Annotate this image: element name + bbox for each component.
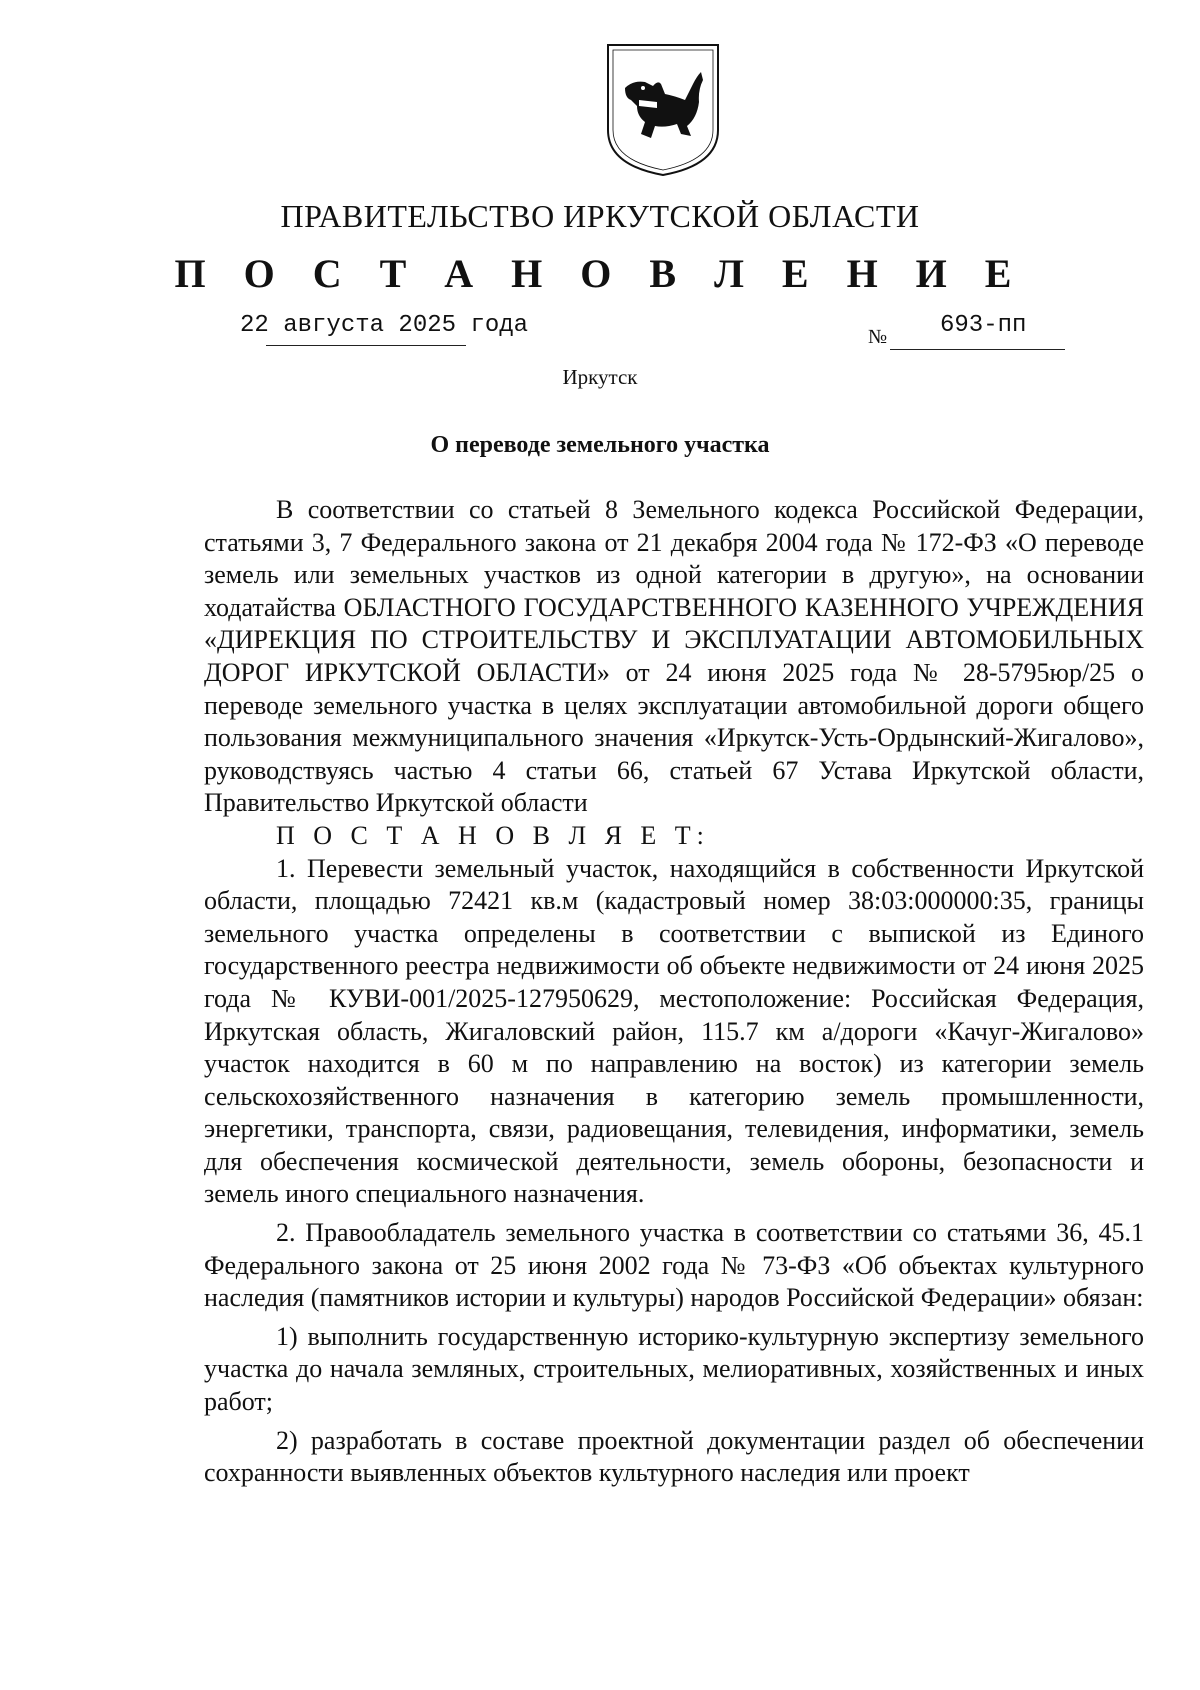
- item-1-paragraph: 1. Перевести земельный участок, находящийся в собственности Иркутской области, площадью 72421 кв.м (кадастровый номер 38:03:000000:35, границы земельного участка определены в соответствии с выпиской из Единого государственного реестра недвижимости об объекте недвижимости от 24 июня 2025 года № КУВИ-001/2025-127950629, местоположение: Российская Федерация, Иркутская область, Жигаловский район, 115.7 км а/дороги «Качуг-Жигалово» участок находится в 60 м по направлению на восток) из категории земель сельскохозяйственного назначения в категорию земель промышленности, энергетики, транспорта, связи, радиовещания, телевидения, информатики, земель для обеспечения космической деятельности, земель обороны, безопасности и земель иного специального назначения.: [204, 853, 1144, 1209]
- item-2-1-paragraph: 1) выполнить государственную историко-культурную экспертизу земельного участка до начала земляных, строительных, мелиоративных, хозяйственных и иных работ;: [204, 1321, 1144, 1417]
- number-sign: №: [868, 326, 888, 348]
- number-underline: [890, 349, 1065, 350]
- document-type: П О С Т А Н О В Л Е Н И Е: [174, 251, 1026, 296]
- date-underline: [266, 345, 466, 346]
- city: Иркутск: [562, 365, 638, 389]
- item-2-paragraph: 2. Правообладатель земельного участка в соответствии со статьями 36, 45.1 Федерального закона от 25 июня 2002 года № 73-ФЗ «Об объектах культурного наследия (памятников истории и культуры) народов Российской Федерации» обязан:: [204, 1218, 1144, 1313]
- resolves-heading: П О С Т А Н О В Л Я Е Т:: [276, 820, 710, 850]
- government-name: ПРАВИТЕЛЬСТВО ИРКУТСКОЙ ОБЛАСТИ: [280, 198, 920, 234]
- document-title: О переводе земельного участка: [430, 432, 770, 458]
- item-2-2-paragraph: 2) разработать в составе проектной документации раздел об обеспечении сохранности выявленных объектов культурного наследия или проект: [204, 1425, 1144, 1488]
- preamble-paragraph: В соответствии со статьей 8 Земельного кодекса Российской Федерации, статьями 3, 7 Федерального закона от 21 декабря 2004 года № 172-ФЗ «О переводе земель или земельных участков из одной категории в другую», на основании ходатайства ОБЛАСТНОГО ГОСУДАРСТВЕННОГО КАЗЕННОГО УЧРЕЖДЕНИЯ «ДИРЕКЦИЯ ПО СТРОИТЕЛЬСТВУ И ЭКСПЛУАТАЦИИ АВТОМОБИЛЬНЫХ ДОРОГ ИРКУТСКОЙ ОБЛАСТИ» от 24 июня 2025 года № 28-5795юр/25 о переводе земельного участка в целях эксплуатации автомобильной дороги общего пользования межмуниципального значения «Иркутск-Усть-Ордынский-Жигалово», руководствуясь частью 4 статьи 66, статьей 67 Устава Иркутской области, Правительство Иркутской области: [204, 495, 1144, 818]
- document-body: [204, 494, 1144, 1490]
- document-number: 693-пп: [940, 312, 1027, 339]
- document-date: 22 августа 2025 года: [240, 312, 529, 339]
- coat-of-arms-icon: [603, 40, 723, 180]
